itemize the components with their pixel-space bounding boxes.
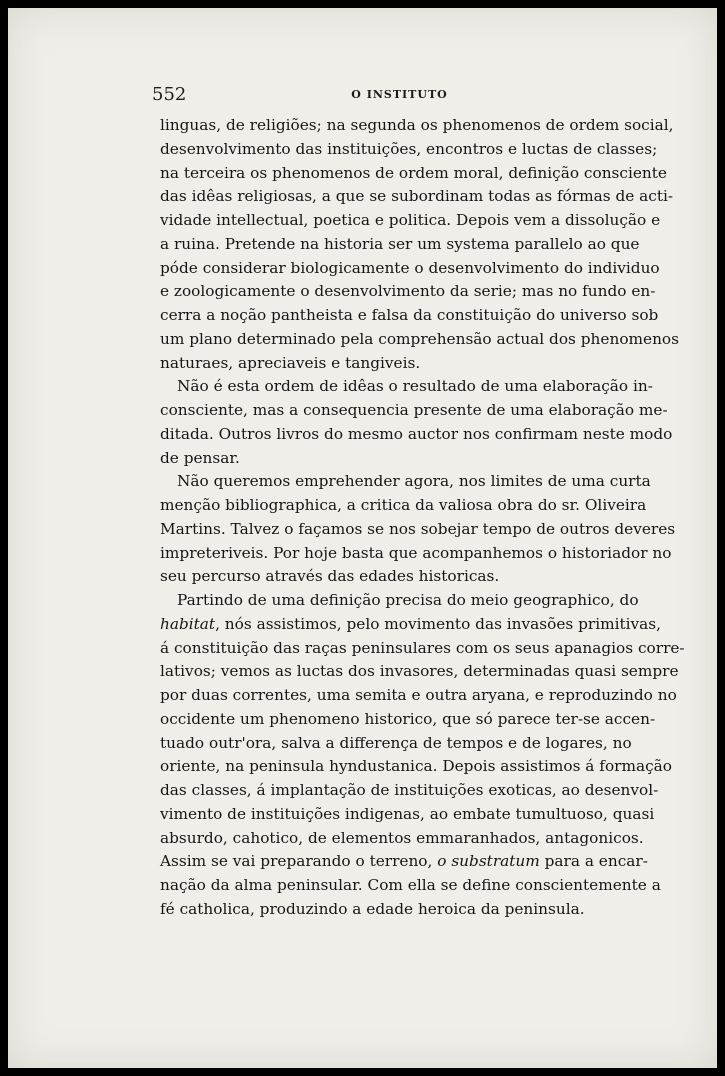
text-line: vimento de instituições indigenas, ao embate tumultuoso, quasi [160, 804, 655, 823]
text-line: das idêas religiosas, a que se subordinam todas as fórmas de acti- [160, 187, 674, 206]
text-line: de pensar. [160, 448, 240, 467]
paragraph [160, 375, 673, 470]
text-line: menção bibliographica, a critica da valiosa obra do sr. Oliveira [160, 496, 647, 514]
text-line: das classes, á implantação de instituições exoticas, ao desenvol- [160, 781, 659, 799]
text-line: consciente, mas a consequencia presente de uma elaboração me- [160, 401, 668, 419]
text-line: vidade intellectual, poetica e politica. Depois vem a dissolução e [160, 211, 661, 229]
text-line: habitat, nós assistimos, pelo movimento das invasões primitivas, [160, 614, 662, 633]
text-line: á constituição das raças peninsulares com os seus apanagios corre- [160, 638, 685, 657]
running-head [152, 84, 647, 110]
text-line: absurdo, cahotico, de elementos emmaranhados, antagonicos. [160, 828, 644, 847]
text-line: seu percurso através das edades historicas. [160, 567, 500, 586]
text-line: desenvolvimento das instituições, encontros e luctas de classes; [160, 139, 658, 158]
text-line: ditada. Outros livros do mesmo auctor nos confirmam neste modo [160, 424, 673, 443]
text-line: impreteriveis. Por hoje basta que acompanhemos o historiador no [160, 543, 672, 562]
text-line: na terceira os phenomenos de ordem moral, definição consciente [160, 163, 667, 182]
page-number: 552 [152, 84, 187, 105]
text-line: Partindo de uma definição precisa do meio geographico, do [177, 591, 639, 609]
paragraph [160, 114, 679, 375]
text-line: linguas, de religiões; na segunda os phenomenos de ordem social, [160, 116, 674, 134]
text-line: Não é esta ordem de idêas o resultado de uma elaboração in- [177, 377, 653, 396]
paragraph [160, 589, 685, 922]
text-line: e zoologicamente o desenvolvimento da serie; mas no fundo en- [160, 282, 656, 301]
text-line: lativos; vemos as luctas dos invasores, determinadas quasi sempre [160, 662, 679, 681]
text-line: oriente, na peninsula hyndustanica. Depois assistimos á formação [160, 757, 672, 776]
text-line: por duas correntes, uma semita e outra aryana, e reproduzindo no [160, 686, 677, 704]
text-line: nação da alma peninsular. Com ella se define conscientemente a [160, 876, 661, 894]
text-line: Não queremos emprehender agora, nos limites de uma curta [177, 472, 651, 491]
text-line: um plano determinado pela comprehensão actual dos phenomenos [160, 329, 679, 348]
text-line: cerra a noção pantheista e falsa da constituição do universo sob [160, 306, 659, 324]
text-line: Assim se vai preparando o terreno, o substratum para a encar- [160, 852, 648, 871]
text-line: tuado outr'ora, salva a differença de tempos e de logares, no [160, 733, 632, 752]
text-line: póde considerar biologicamente o desenvolvimento do individuo [160, 258, 660, 277]
text-line: fé catholica, produzindo a edade heroica da peninsula. [160, 899, 585, 918]
journal-title: O INSTITUTO [351, 88, 448, 101]
body-text [160, 114, 685, 922]
text-line: occidente um phenomeno historico, que só parece ter-se accen- [160, 709, 656, 728]
text-line: naturaes, apreciaveis e tangiveis. [160, 353, 421, 372]
text-line: a ruina. Pretende na historia ser um systema parallelo ao que [160, 234, 640, 253]
paragraph [160, 470, 676, 589]
text-line: Martins. Talvez o façamos se nos sobejar tempo de outros deveres [160, 519, 676, 538]
